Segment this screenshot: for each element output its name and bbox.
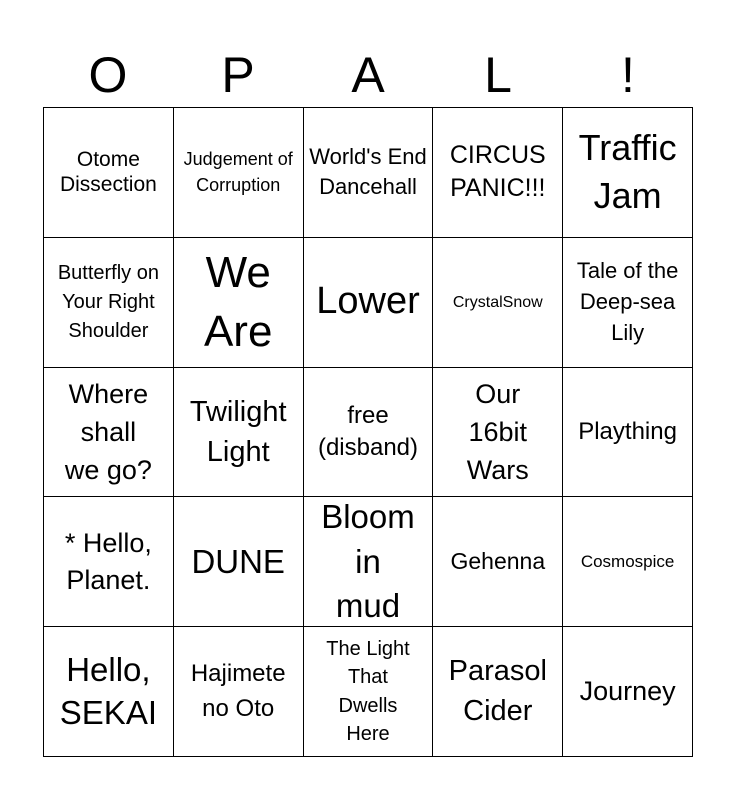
title-letter: O	[88, 47, 128, 103]
cell-label: * Hello, Planet.	[64, 528, 152, 595]
cell-label: Journey	[579, 676, 676, 707]
title-letter: !	[621, 47, 635, 103]
cell-label: Cosmospice	[580, 551, 675, 571]
title-letter: L	[484, 47, 512, 103]
cell-label: CIRCUS PANIC!!!	[449, 140, 546, 203]
bingo-cell[interactable]	[433, 497, 563, 627]
bingo-cell[interactable]	[44, 108, 174, 238]
cell-label: free (disband)	[317, 401, 419, 461]
bingo-cell[interactable]	[563, 627, 693, 757]
cell-label: Plaything	[578, 417, 677, 445]
cell-label: Parasol Cider	[448, 655, 547, 727]
bingo-cell[interactable]	[44, 497, 174, 627]
bingo-cell[interactable]	[563, 238, 693, 368]
cell-label: The Light That Dwells Here	[326, 637, 410, 745]
cell-label: Tale of the Deep-sea Lily	[576, 258, 679, 345]
cell-label: Bloom in mud	[321, 497, 415, 625]
bingo-title	[43, 44, 693, 106]
bingo-cell[interactable]	[433, 368, 563, 498]
bingo-cell[interactable]	[563, 497, 693, 627]
bingo-cell[interactable]	[563, 108, 693, 238]
cell-label: Judgement of Corruption	[183, 149, 293, 196]
title-letter: A	[351, 47, 385, 103]
cell-label: CrystalSnow	[452, 293, 543, 311]
bingo-cell[interactable]	[304, 108, 434, 238]
bingo-cell[interactable]	[304, 368, 434, 498]
bingo-cell[interactable]	[174, 368, 304, 498]
cell-label: World's End Dancehall	[309, 143, 427, 200]
cell-label: Otome Dissection	[59, 148, 157, 197]
cell-label: Hello, SEKAI	[59, 650, 157, 731]
title-letter: P	[221, 47, 255, 103]
cell-label: Hajimete no Oto	[190, 659, 286, 722]
cell-label: DUNE	[191, 542, 285, 580]
cell-label: Lower	[316, 280, 420, 323]
cell-label: Twilight Light	[189, 395, 287, 468]
cell-label: Where shall we go?	[64, 378, 152, 486]
bingo-cell[interactable]	[433, 238, 563, 368]
cell-label: Butterfly on Your Right Shoulder	[57, 261, 159, 342]
bingo-cell[interactable]	[44, 368, 174, 498]
bingo-cell[interactable]	[563, 368, 693, 498]
cell-label: Our 16bit Wars	[466, 378, 529, 486]
bingo-cell[interactable]	[433, 108, 563, 238]
cell-label: Traffic Jam	[578, 126, 677, 217]
cell-label: Gehenna	[450, 547, 546, 574]
bingo-cell[interactable]	[44, 238, 174, 368]
bingo-cell[interactable]	[174, 238, 304, 368]
bingo-cell[interactable]	[304, 627, 434, 757]
bingo-cell[interactable]	[174, 108, 304, 238]
bingo-cell[interactable]	[304, 238, 434, 368]
cell-label: We Are	[203, 247, 273, 357]
bingo-cell[interactable]	[174, 497, 304, 627]
bingo-cell[interactable]	[304, 497, 434, 627]
bingo-cell[interactable]	[44, 627, 174, 757]
bingo-board	[43, 107, 693, 757]
bingo-cell[interactable]	[433, 627, 563, 757]
bingo-cell[interactable]	[174, 627, 304, 757]
